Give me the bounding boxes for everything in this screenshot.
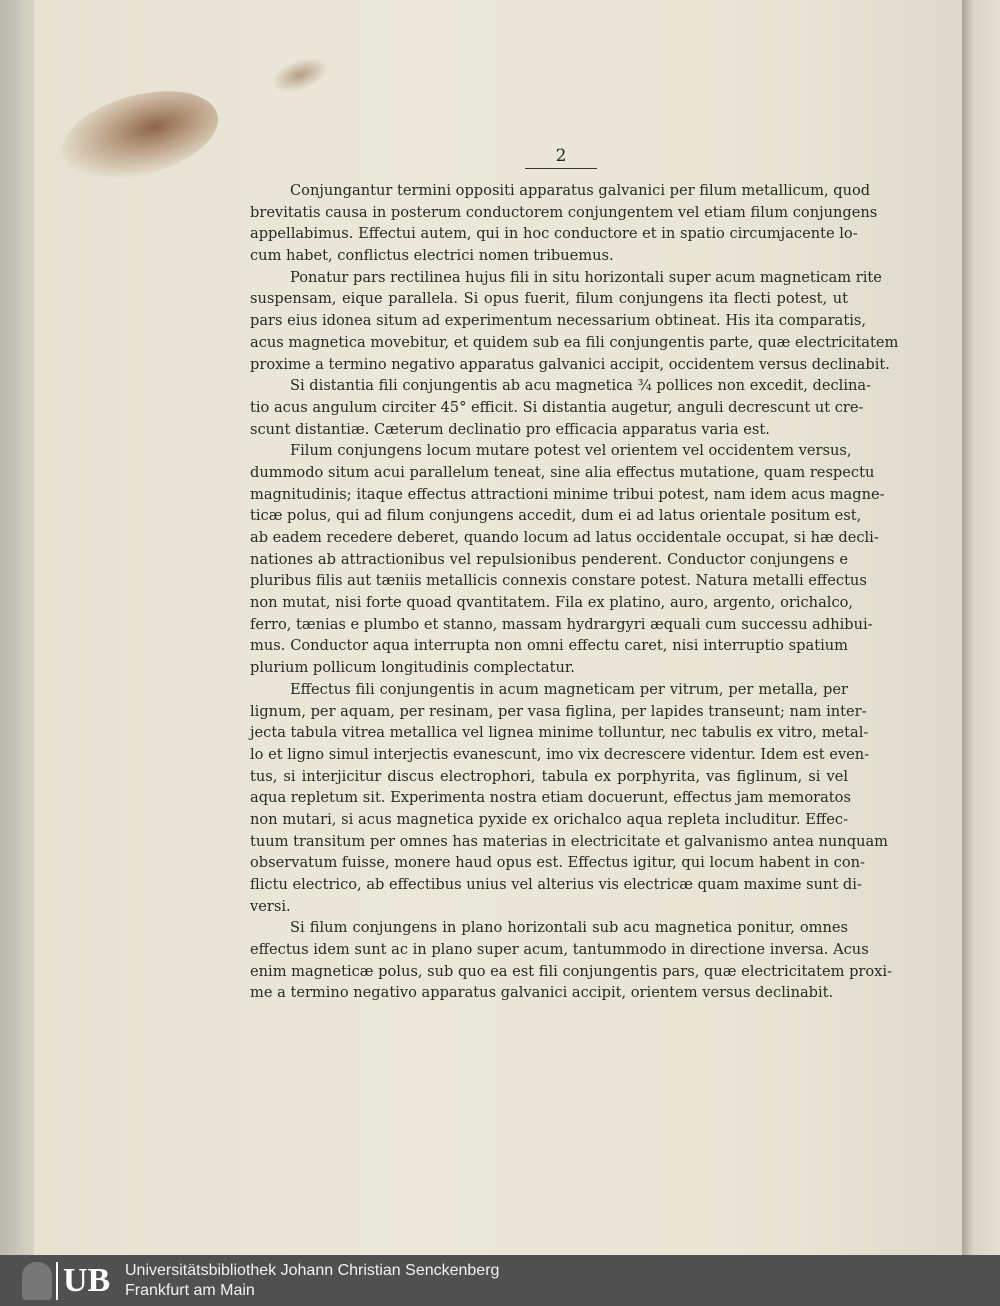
- text-line: ab eadem recedere deberet, quando locum ad latus occidentale occupat, si hæ decli-: [250, 529, 879, 546]
- library-name-line2: Frankfurt am Main: [125, 1282, 255, 1299]
- text-line: versi.: [250, 897, 291, 915]
- text-line: Filum conjungens locum mutare potest vel orientem vel occidentem versus,: [290, 442, 852, 460]
- portrait-icon: [22, 1262, 52, 1300]
- text-line: brevitatis causa in posterum conductorem conjungentem vel etiam filum conjungens: [250, 203, 878, 221]
- page-number: 2: [525, 146, 597, 169]
- text-line: acus magnetica movebitur, et quidem sub ea fili conjungentis parte, quæ electricitatem: [250, 333, 899, 351]
- text-line: tus, si interjicitur discus electrophori, tabula ex porphyrita, vas figlinum, si vel: [250, 767, 848, 785]
- paragraph: [250, 440, 885, 679]
- text-line: ferro, tænias e plumbo et stanno, massam hydrargyri æquali cum successu adhibui-: [250, 615, 873, 633]
- text-line: ticæ polus, qui ad filum conjungens accedit, dum ei ad latus orientale positum est,: [250, 507, 862, 525]
- library-footer: [0, 1255, 1000, 1306]
- text-line: observatum fuisse, monere haud opus est. Effectus igitur, qui locum habent in con-: [250, 854, 865, 872]
- page-fold: [962, 0, 1000, 1255]
- paragraph: [250, 180, 878, 267]
- text-line: magnitudinis; itaque effectus attractioni minime tribui potest, nam idem acus magne-: [250, 485, 885, 503]
- text-line: aqua repletum sit. Experimenta nostra etiam docuerunt, effectus jam memoratos: [250, 789, 851, 807]
- text-line: proxime a termino negativo apparatus galvanici accipit, occidentem versus declinabit.: [250, 355, 890, 373]
- paragraph: [250, 267, 899, 375]
- library-name: [125, 1261, 499, 1301]
- text-line: effectus idem sunt ac in plano super acum, tantummodo in directione inversa. Acus: [250, 941, 869, 959]
- paragraph: [250, 375, 872, 440]
- logo-text: UB: [56, 1262, 110, 1300]
- text-line: Ponatur pars rectilinea hujus fili in situ horizontali super acum magneticam rite: [290, 268, 882, 286]
- paragraph: [250, 679, 889, 918]
- ub-logo[interactable]: [22, 1261, 110, 1301]
- text-line: non mutari, si acus magnetica pyxide ex orichalco aqua repleta includitur. Effec-: [250, 810, 848, 828]
- text-line: appellabimus. Effectui autem, qui in hoc conductore et in spatio circumjacente lo-: [250, 225, 858, 243]
- text-line: lignum, per aquam, per resinam, per vasa figlina, per lapides transeunt; nam inter-: [250, 702, 867, 720]
- text-line: tio acus angulum circiter 45° efficit. Si distantia augetur, anguli decrescunt ut cre-: [250, 398, 864, 416]
- text-line: me a termino negativo apparatus galvanici accipit, orientem versus declinabit.: [250, 984, 834, 1002]
- text-line: lo et ligno simul interjectis evanescunt, imo vix decrescere videntur. Idem est even-: [250, 745, 870, 763]
- text-line: pluribus filis aut tæniis metallicis connexis constare potest. Natura metalli effectus: [250, 572, 867, 590]
- text-line: mus. Conductor aqua interrupta non omni effectu caret, nisi interruptio spatium: [250, 637, 848, 655]
- library-name-line1: Universitätsbibliothek Johann Christian Senckenberg: [125, 1262, 500, 1279]
- text-line: cum habet, conflictus electrici nomen tribuemus.: [250, 247, 614, 265]
- text-line: plurium pollicum longitudinis complectatur.: [250, 659, 575, 677]
- text-line: Si distantia fili conjungentis ab acu magnetica ¾ pollices non excedit, declina-: [290, 377, 872, 395]
- text-line: suspensam, eique parallela. Si opus fuerit, filum conjungens ita flecti potest, ut: [250, 290, 848, 308]
- text-line: Effectus fili conjungentis in acum magneticam per vitrum, per metalla, per: [290, 680, 848, 698]
- text-line: nationes ab attractionibus vel repulsionibus penderent. Conductor conjungens e: [250, 550, 848, 568]
- text-line: tuum transitum per omnes has materias in electricitate et galvanismo antea nunquam: [250, 832, 889, 850]
- text-line: dummodo situm acui parallelum teneat, sine alia effectus mutatione, quam respectu: [250, 463, 875, 481]
- text-line: scunt distantiæ. Cæterum declinatio pro efficacia apparatus varia est.: [250, 420, 770, 438]
- paragraph: [250, 917, 893, 1004]
- text-line: pars eius idonea situm ad experimentum necessarium obtineat. His ita comparatis,: [250, 312, 866, 330]
- text-line: jecta tabula vitrea metallica vel lignea minime tolluntur, nec tabulis ex vitro, metal-: [250, 724, 869, 742]
- text-line: Si filum conjungens in plano horizontali sub acu magnetica ponitur, omnes: [290, 919, 848, 937]
- text-line: flictu electrico, ab effectibus unius vel alterius vis electricæ quam maxime sunt di-: [250, 876, 862, 893]
- body-text: [250, 180, 899, 1004]
- text-line: non mutat, nisi forte quoad qvantitatem. Fila ex platino, auro, argento, orichalco,: [250, 594, 854, 612]
- text-line: Conjungantur termini oppositi apparatus galvanici per filum metallicum, quod: [290, 182, 871, 199]
- text-line: enim magneticæ polus, sub quo ea est fili conjungentis pars, quæ electricitatem proxi-: [250, 962, 893, 980]
- scan-border: [0, 0, 36, 1255]
